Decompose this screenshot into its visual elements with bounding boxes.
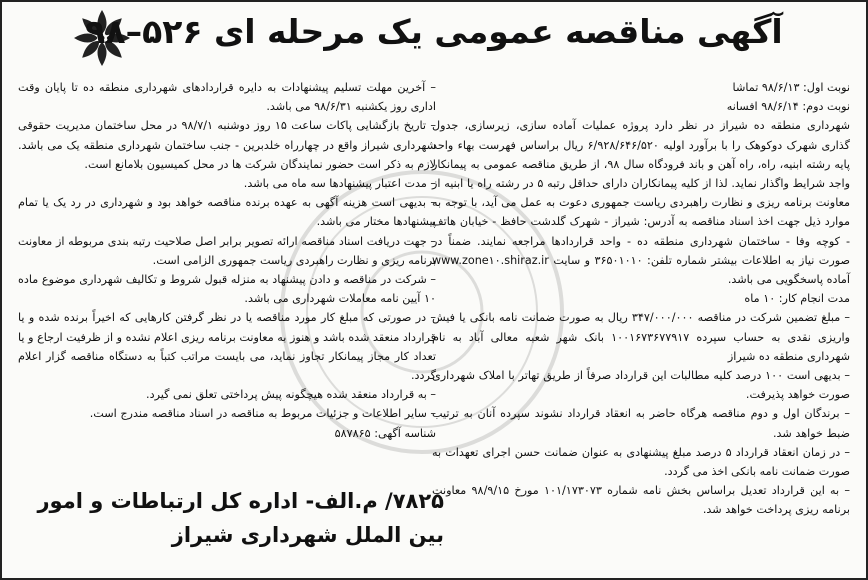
notice-left-column bbox=[18, 78, 436, 443]
opening-clause: – تاریخ بازگشایی پاکات ساعت ۱۵ روز دوشنبه ۹۸/۷/۱ در محل ساختمان مدیریت حقوقی شهرداری شیراز واقع در چهارراه خلدبرین - جنب ساختمان شهرداری منطقه یک می باشد. لازم به ذکر است حضور نمایندگان شرکت ها در محل کمیسیون بلامانع است. bbox=[18, 119, 437, 171]
issuer-signature: ۷۸۲۵/ م.الف- اداره کل ارتباطات و امور بین الملل شهرداری شیراز bbox=[37, 489, 444, 547]
first-publication-line: نوبت اول: ۹۸/۶/۱۳ تماشا bbox=[732, 81, 850, 94]
capacity-clause: – در صورتی که مبلغ کار مورد مناقصه یا در نظر گرفتن کارهایی که اخیراً برنده شده و یا قرارداد منعقد شده باشد و هنوز به معاونت برنامه ریزی اعلام نشده و از ظرفیت ارجاع و یا تعداد کار مجاز پیمانکار تجاوز نماید، می بایست مراتب کتباً به دستگاه مناقصه گزار اعلام گردد. bbox=[18, 311, 436, 383]
guarantee-clause: – مبلغ تضمین شرکت در مناقصه ۳۴۷/۰۰۰/۰۰۰ ریال به صورت ضمانت نامه بانکی یا فیش واریزی نقدی به حساب سپرده ۱۰۰۱۶۷۳۶۷۷۹۱۷ بانک شهر شعبه معالی آباد به نام شهرداری منطقه ده شیراز bbox=[432, 311, 851, 363]
performance-guarantee-clause: – در زمان انعقاد قرارداد ۵ درصد مبلغ پیشنهادی به عنوان ضمانت حسن اجرای تعهدات به صورت ضمانت نامه بانکی اخذ می گردد. bbox=[432, 445, 850, 479]
adjustment-clause: – به این قرارداد تعدیل براساس بخش نامه شماره ۱۰۱/۱۷۳۰۷۳ مورخ ۹۸/۹/۱۵ معاونت برنامه ریزی پرداخت خواهد شد. bbox=[432, 484, 850, 517]
notice-id-line: شناسه آگهی: ۵۸۷۸۶۵ bbox=[334, 426, 436, 440]
notice-body-paragraph: شهرداری منطقه ده شیراز در نظر دارد پروژه عملیات آماده سازی، زیرسازی، جدول گذاری شهرک دوکوهک را با برآورد اولیه ۶/۹۲۸/۶۴۶/۵۲۰ ریال براساس فهرست بهاء واحد پایه رشته ابنیه، راه، راه آهن و باند فرودگاه سال ۹۸، از طریق مناقصه عمومی به پیمانکار واجد شرایط واگذار نماید. لذا از کلیه پیمانکاران دارای حداقل رتبه ۵ در رشته راه یا ابنیه از معاونت برنامه ریزی و نظارت راهبردی ریاست جمهوری دعوت به عمل می آید، با توجه به موارد ذیل جهت اخذ اسناد مناقصه به آدرس: شیراز - شهرک گلدشت حافظ - خیابان هاتف - کوچه وفا - ساختمان شهرداری منطقه ده - واحد قراردادها مراجعه نمایند. ضمناً در صورت نیاز به اطلاعات بیشتر شماره تلفن: ۳۶۵۰۱۰۱۰ و سایت www.zone۱۰.shiraz.ir آماده پاسخگویی می باشد. bbox=[432, 119, 851, 287]
notice-right-column bbox=[432, 78, 850, 520]
winners-clause: – برندگان اول و دوم مناقصه هرگاه حاضر به انعقاد قرارداد نشوند سپرده آنان به ترتیب ضبط خواهد شد. bbox=[432, 407, 850, 440]
prepayment-clause: – به قرارداد منعقد شده هیچگونه پیش پرداختی تعلق نمی گیرد. bbox=[146, 388, 436, 402]
documents-clause: – جهت دریافت اسناد مناقصه ارائه تصویر برابر اصل صلاحیت رتبه بندی مربوطه از معاونت برنامه ریزی و نظارت راهبردی ریاست جمهوری الزامی است. bbox=[18, 234, 436, 267]
work-duration-line: مدت انجام کار: ۱۰ ماه bbox=[744, 292, 850, 306]
validity-clause: – مدت اعتبار پیشنهادها سه ماه می باشد. bbox=[243, 177, 436, 191]
payment-clause: – بدیهی است ۱۰۰ درصد کلیه مطالبات این قرارداد صرفاً از طریق تهاتر با املاک شهرداری صورت خواهد پذیرفت. bbox=[432, 369, 851, 402]
acceptance-clause: – شرکت در مناقصه و دادن پیشنهاد به منزله قبول شروط و تکالیف شهرداری موضوع ماده ۱۰ آیین نامه معاملات شهرداری می باشد. bbox=[18, 273, 436, 306]
ad-cost-clause: – بدیهی است هزینه آگهی به عهده برنده مناقصه خواهد بود و شهرداری در رد یک یا تمام پیشنهادها مختار می باشد. bbox=[18, 196, 436, 229]
notice-header bbox=[2, 2, 866, 68]
deadline-clause: – آخرین مهلت تسلیم پیشنهادات به دایره قراردادهای شهرداری منطقه ده تا پایان وقت اداری روز یکشنبه ۹۸/۶/۳۱ می باشد. bbox=[18, 81, 436, 114]
notice-title: آگهی مناقصه عمومی یک مرحله ای ۵۲۶–۹۸ bbox=[85, 12, 783, 51]
second-publication-line: نوبت دوم: ۹۸/۶/۱۴ افسانه bbox=[726, 100, 850, 114]
other-info-clause: – سایر اطلاعات و جزئیات مربوط به مناقصه در اسناد مناقصه مندرج است. bbox=[89, 407, 436, 421]
